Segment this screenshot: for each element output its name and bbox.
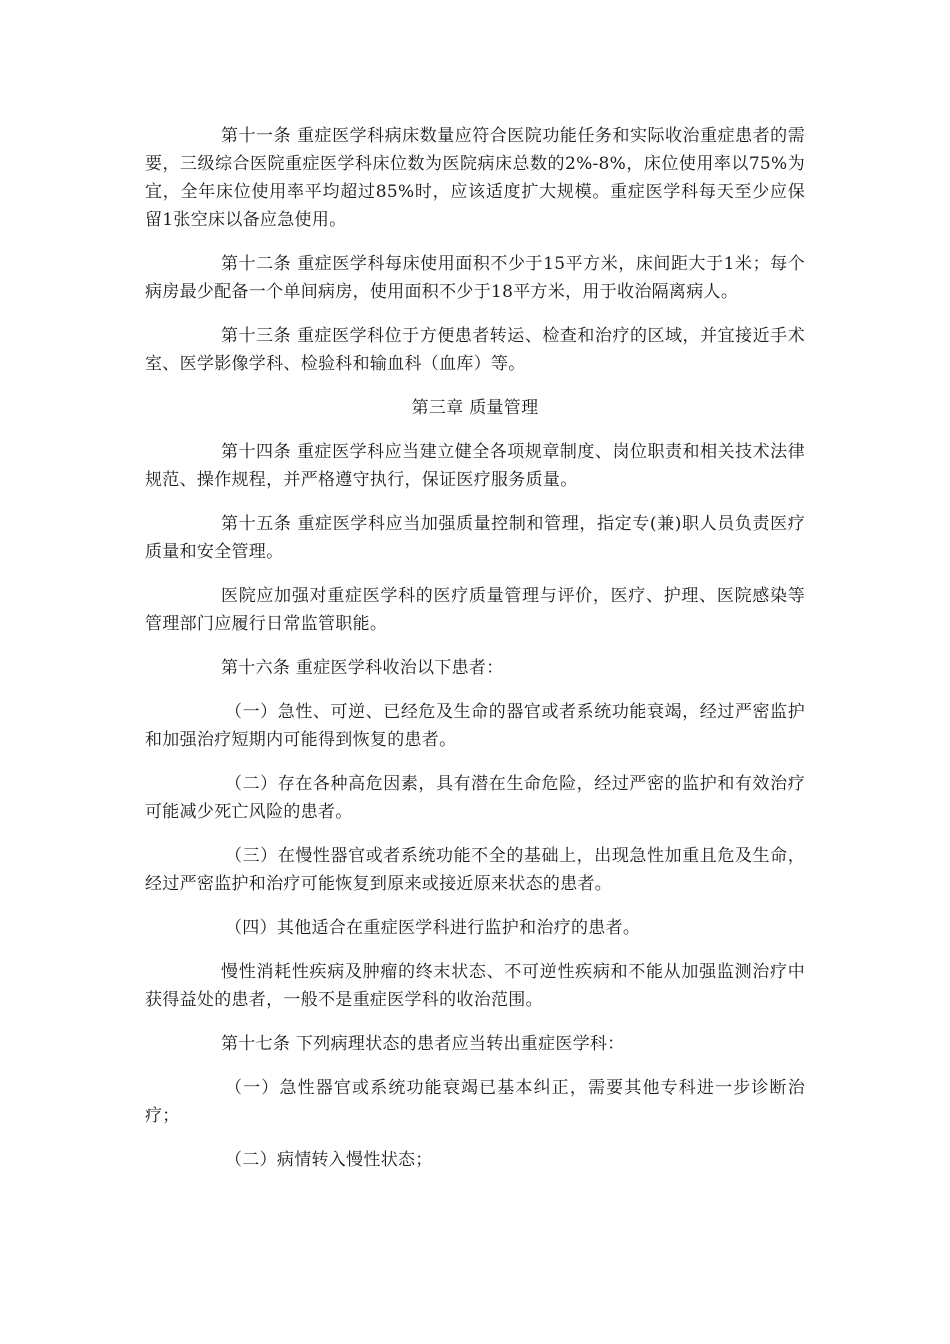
article-16-item-2: （二）存在各种高危因素，具有潜在生命危险，经过严密的监护和有效治疗可能减少死亡风险的患者。 <box>145 774 805 822</box>
article-16-item-3: （三）在慢性器官或者系统功能不全的基础上，出现急性加重且危及生命，经过严密监护和治疗可能恢复到原来或接近原来状态的患者。 <box>145 846 805 894</box>
document-body <box>145 122 805 1190</box>
article-13: 第十三条 重症医学科位于方便患者转运、检查和治疗的区域，并宜接近手术室、医学影像学科、检验科和输血科（血库）等。 <box>145 326 805 374</box>
article-17: 第十七条 下列病理状态的患者应当转出重症医学科： <box>221 1034 625 1054</box>
article-14: 第十四条 重症医学科应当建立健全各项规章制度、岗位职责和相关技术法律规范、操作规程，并严格遵守执行，保证医疗服务质量。 <box>145 442 805 490</box>
article-16-item-1: （一）急性、可逆、已经危及生命的器官或者系统功能衰竭，经过严密监护和加强治疗短期内可能得到恢复的患者。 <box>145 702 805 750</box>
article-16-item-4: （四）其他适合在重症医学科进行监护和治疗的患者。 <box>225 918 641 938</box>
article-12: 第十二条 重症医学科每床使用面积不少于15平方米，床间距大于1米；每个病房最少配备一个单间病房，使用面积不少于18平方米，用于收治隔离病人。 <box>145 254 805 302</box>
article-17-item-2: （二）病情转入慢性状态； <box>225 1150 433 1170</box>
article-11: 第十一条 重症医学科病床数量应符合医院功能任务和实际收治重症患者的需要，三级综合医院重症医学科床位数为医院病床总数的2%-8%，床位使用率以75%为宜，全年床位使用率平均超过85%时，应该适度扩大规模。重症医学科每天至少应保留1张空床以备应急使用。 <box>145 126 805 230</box>
article-16: 第十六条 重症医学科收治以下患者： <box>221 658 504 678</box>
article-15: 第十五条 重症医学科应当加强质量控制和管理，指定专(兼)职人员负责医疗质量和安全管理。 <box>145 514 805 562</box>
article-15-note: 医院应加强对重症医学科的医疗质量管理与评价，医疗、护理、医院感染等管理部门应履行日常监管职能。 <box>145 586 805 634</box>
chapter-heading: 第三章 质量管理 <box>411 398 539 418</box>
article-16-exclusion: 慢性消耗性疾病及肿瘤的终末状态、不可逆性疾病和不能从加强监测治疗中获得益处的患者，一般不是重症医学科的收治范围。 <box>145 962 805 1010</box>
article-17-item-1: （一）急性器官或系统功能衰竭已基本纠正，需要其他专科进一步诊断治疗； <box>145 1078 805 1126</box>
